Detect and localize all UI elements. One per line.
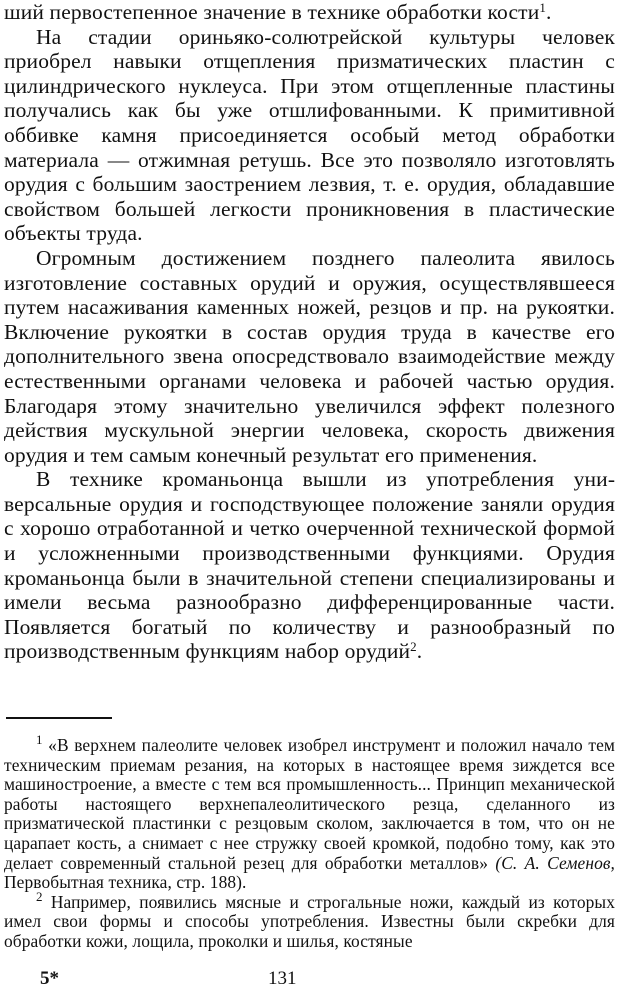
footnote [4,732,616,893]
footnote-reference: 1 [539,0,547,15]
paragraph-end: . [416,639,423,664]
footnote-marker: 1 [36,732,43,747]
footnote-source: Первобытная техника, стр. 188). [4,872,247,893]
paragraph-text: ший первостепенное значение в технике обработки кости [4,0,540,24]
paragraph-end: . [546,0,552,24]
footnote-text: Например, появились мясные и строгальные ножи, каждый из которых имел свои формы и способы употребления. Известны были скребки для обработки кожи, лощила, проколки и шилья, костяные [4,891,615,951]
footnotes [4,732,616,952]
page-footer [0,968,620,998]
footnote-marker: 2 [36,888,43,904]
paragraph: На стадии ориньяко-солютрейской культуры человек приобрел навыки отщепления призматических пластин с цилиндрического нуклеуса. При этом отщепленные пластины получались как бы уже отшлифованными. К примитивной оббивке камня присоединяется особый метод обработки материала — отжимная ретушь. Все это позволяло изготовлять орудия с большим заострением лезвия, т. е. орудия, обладавшие свойством большей легкости проникновения в пластические объекты труда. [4,24,615,246]
paragraph: Огромным достижением позднего палеолита явилось изготовление составных орудий и оружия, осуществлявшееся путем насаживания каменных ножей, резцов и пр. на рукоятки. Включение рукоятки в состав орудия труда в качестве его дополнительного звена опосредствовало взаимодействие между естественными органами человека и рабочей частью орудия. Благодаря этому значительно увеличился эффект полезного действия мускульной энергии человека, скорость движения орудия и тем самым конечный результат его применения. [4,245,615,467]
paragraph [4,467,615,664]
footnote-separator [6,717,112,719]
paragraph-continued [4,0,615,25]
footnote-reference: 2 [410,639,417,655]
main-text [4,0,615,664]
signature-mark: 5* [40,968,59,989]
footnote [4,888,615,952]
page-number: 131 [268,968,297,989]
paragraph-text: В технике кроманьонца вышли из употребления универсальные орудия и господствующее положение заняли орудия с хорошо отработанной и четко очерченной технической формой и усложненными производственными функциями. Орудия кроманьонца были в значительной степени специализированы и имели весьма разнообразно дифференцированные части. Появляется богатый по количеству и разнообразный по производственным функциям набор орудий [4,467,615,664]
footnote-text: «В верхнем палеолите человек изобрел инструмент и положил начало тем техническим приемам резания, на которых в настоящее время зиждется все машиностроение, а вместе с тем вся промышленность... Принцип механической работы настоящего верхнепалеолитического резца, сделанного из призматической пластинки с резцовым сколом, заключается в том, что он не царапает кость, а снимает с нее стружку своей кромкой, подобно тому, как это делает современный стальной резец для обработки металлов» [4,735,616,873]
footnote-source-author: (С. А. Семенов, [495,852,615,873]
